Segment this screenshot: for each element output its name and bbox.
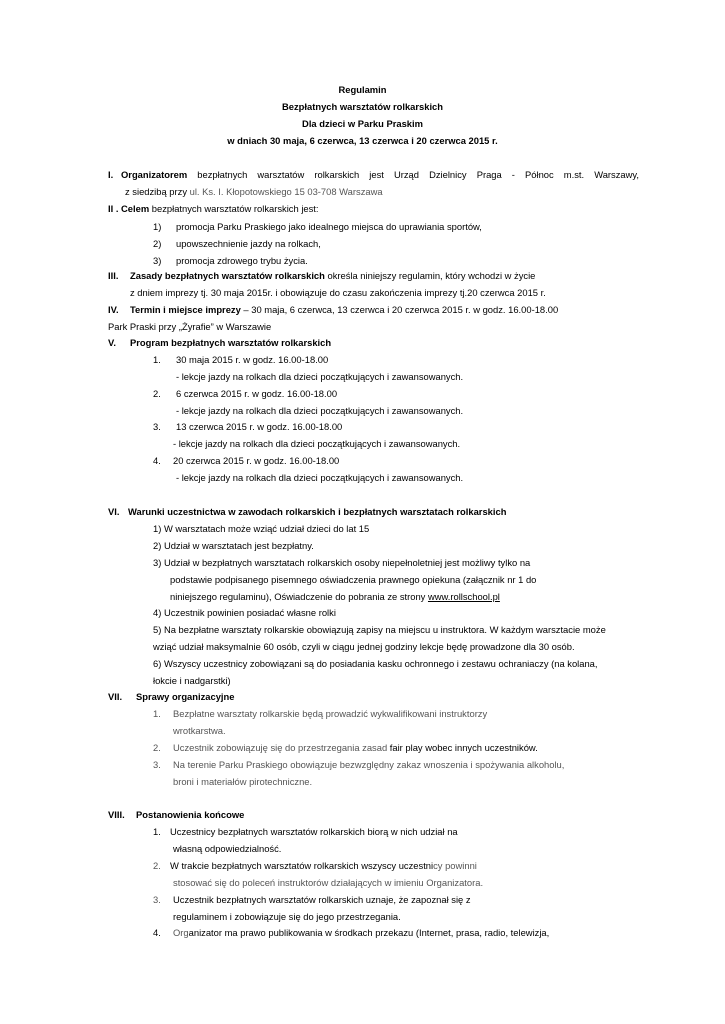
program-item-number: 2. <box>153 388 161 399</box>
final-item-number: 1. <box>153 826 161 837</box>
list-item <box>153 238 161 250</box>
section-2-text: bezpłatnych warsztatów rolkarskich jest: <box>149 203 319 214</box>
section-5-number: V. <box>108 337 116 348</box>
final-item: Uczestnicy bezpłatnych warsztatów rolkarskich biorą w nich udział na <box>170 826 458 837</box>
organization-item-continued: broni i materiałów pirotechniczne. <box>173 776 313 787</box>
section-3-heading: Zasady bezpłatnych warsztatów rolkarskich <box>130 270 325 281</box>
program-item-date: 6 czerwca 2015 r. w godz. 16.00-18.00 <box>176 388 338 399</box>
section-2-line <box>108 203 319 215</box>
section-7-number: VII. <box>108 691 123 702</box>
list-item-text: upowszechnienie jazdy na rolkach, <box>176 238 321 249</box>
section-4-number: IV. <box>108 304 119 315</box>
final-item-continued: regulaminem i zobowiązuje się do jego przestrzegania. <box>173 911 401 922</box>
section-4-line-2: Park Praski przy „Żyrafie” w Warszawie <box>108 321 272 332</box>
condition-item: 1) W warsztatach może wziąć udział dzieci do lat 15 <box>153 523 370 534</box>
program-item-number: 1. <box>153 354 161 365</box>
final-item-continued: własną odpowiedzialność. <box>173 843 282 854</box>
section-1-heading: Organizatorem <box>121 169 188 180</box>
section-7-heading: Sprawy organizacyjne <box>136 691 235 702</box>
section-3-text: określa niniejszy regulamin, który wchodzi w życie <box>324 270 536 281</box>
program-item-date: 13 czerwca 2015 r. w godz. 16.00-18.00 <box>176 421 343 432</box>
final-item-number: 2. <box>153 860 161 871</box>
list-item-number: 1) <box>153 221 162 232</box>
list-item-text: promocja Parku Praskiego jako idealnego miejsca do uprawiania sportów, <box>176 221 482 232</box>
list-item-number: 3) <box>153 255 162 266</box>
section-3-line-1 <box>130 270 535 282</box>
final-item <box>170 860 477 872</box>
final-item-number: 3. <box>153 894 161 905</box>
final-item-text: anizator ma prawo publikowania w środkach przekazu (Internet, prasa, radio, telewizja, <box>188 927 550 938</box>
title-line-1: Regulamin <box>338 84 387 95</box>
title-line-4: w dniach 30 maja, 6 czerwca, 13 czerwca i 20 czerwca 2015 r. <box>227 135 498 146</box>
section-4-line-1 <box>130 304 558 316</box>
section-1-line-1 <box>121 169 639 181</box>
organization-item: Na terenie Parku Praskiego obowiązuje bezwzględny zakaz wnoszenia i spożywania alkoholu, <box>173 759 565 770</box>
section-1-address: ul. Ks. I. Kłopotowskiego 15 03-708 Warszawa <box>189 186 383 197</box>
program-item-desc: - lekcje jazdy na rolkach dla dzieci początkujących i zawansowanych. <box>176 405 464 416</box>
section-2-number: II . <box>108 203 119 214</box>
section-8-heading: Postanowienia końcowe <box>136 809 245 820</box>
organization-item-number: 3. <box>153 759 161 770</box>
organization-item-number: 2. <box>153 742 161 753</box>
condition-item: 6) Wszyscy uczestnicy zobowiązani są do posiadania kasku ochronnego i zestawu ochraniaczy (na kolana, <box>153 658 598 669</box>
final-item: Uczestnik bezpłatnych warsztatów rolkarskich uznaje, że zapoznał się z <box>173 894 471 905</box>
organization-item <box>173 742 538 754</box>
section-1-number: I. <box>108 169 114 180</box>
program-item-number: 3. <box>153 421 161 432</box>
section-1-text: bezpłatnych warsztatów rolkarskich jest Urząd Dzielnicy Praga - Północ m.st. Warszawy, <box>187 169 639 180</box>
section-2-heading: Celem <box>121 203 150 214</box>
organization-item-number: 1. <box>153 708 161 719</box>
condition-item: 2) Udział w warsztatach jest bezpłatny. <box>153 540 314 551</box>
condition-item-continued: łokcie i nadgarstki) <box>153 675 231 686</box>
list-item <box>153 255 161 267</box>
final-item <box>173 927 549 939</box>
organization-item-continued: wrotkarstwa. <box>173 725 226 736</box>
program-item-number: 4. <box>153 455 161 466</box>
program-item-date: 30 maja 2015 r. w godz. 16.00-18.00 <box>176 354 329 365</box>
final-item-number: 4. <box>153 927 161 938</box>
fair-play-prefix: Uczestnik zobowiązuję się do przestrzegania zasad <box>173 742 390 753</box>
condition-item-continued: podstawie podpisanego pisemnego oświadczenia prawnego opiekuna (załącznik nr 1 do <box>170 574 537 585</box>
final-item-text-gray: cy powinni <box>433 860 477 871</box>
title-line-2: Bezpłatnych warsztatów rolkarskich <box>282 101 443 112</box>
download-text: niniejszego regulaminu), Oświadczenie do pobrania ze strony <box>170 591 428 602</box>
section-3-number: III. <box>108 270 119 281</box>
section-6-heading: Warunki uczestnictwa w zawodach rolkarskich i bezpłatnych warsztatach rolkarskich <box>128 506 507 517</box>
program-item-desc: - lekcje jazdy na rolkach dla dzieci początkujących i zawansowanych. <box>173 438 461 449</box>
program-item-desc: - lekcje jazdy na rolkach dla dzieci początkujących i zawansowanych. <box>176 371 464 382</box>
organization-item: Bezpłatne warsztaty rolkarskie będą prowadzić wykwalifikowani instruktorzy <box>173 708 488 719</box>
condition-item: 5) Na bezpłatne warsztaty rolkarskie obowiązują zapisy na miejscu u instruktora. W każdym warsztacie może <box>153 624 606 635</box>
final-item-continued: stosować się do poleceń instruktorów działających w imieniu Organizatora. <box>173 877 484 888</box>
condition-item: 4) Uczestnik powinien posiadać własne rolki <box>153 607 336 618</box>
section-8-number: VIII. <box>108 809 125 820</box>
section-1-line-2 <box>125 186 383 198</box>
section-3-line-2: z dniem imprezy tj. 30 maja 2015r. i obowiązuje do czasu zakończenia imprezy tj.20 czerwca 2015 r. <box>130 287 546 298</box>
title-line-3: Dla dzieci w Parku Praskim <box>302 118 423 129</box>
fair-play-text: fair play wobec innych uczestników. <box>389 742 538 753</box>
section-1-address-prefix: z siedzibą przy <box>125 186 190 197</box>
list-item-number: 2) <box>153 238 162 249</box>
list-item <box>153 221 161 233</box>
program-item-desc: - lekcje jazdy na rolkach dla dzieci początkujących i zawansowanych. <box>176 472 464 483</box>
final-item-text: W trakcie bezpłatnych warsztatów rolkarskich wszyscy uczestni <box>170 860 434 871</box>
condition-item: 3) Udział w bezpłatnych warsztatach rolkarskich osoby niepełnoletniej jest możliwy tylko na <box>153 557 531 568</box>
condition-item-continued: wziąć udział maksymalnie 60 osób, czyli w ciągu jednej godziny lekcje będę prowadzone dla 30 osób. <box>153 641 575 652</box>
program-item-date: 20 czerwca 2015 r. w godz. 16.00-18.00 <box>173 455 340 466</box>
rollschool-link[interactable]: www.rollschool.pl <box>427 591 500 602</box>
section-5-heading: Program bezpłatnych warsztatów rolkarskich <box>130 337 332 348</box>
section-4-text: – 30 maja, 6 czerwca, 13 czerwca i 20 czerwca 2015 r. w godz. 16.00-18.00 <box>240 304 559 315</box>
section-4-heading: Termin i miejsce imprezy <box>130 304 241 315</box>
condition-item-continued <box>170 591 500 603</box>
section-6-number: VI. <box>108 506 120 517</box>
list-item-text: promocja zdrowego trybu życia. <box>176 255 308 266</box>
final-item-text-gray: Org <box>173 927 189 938</box>
